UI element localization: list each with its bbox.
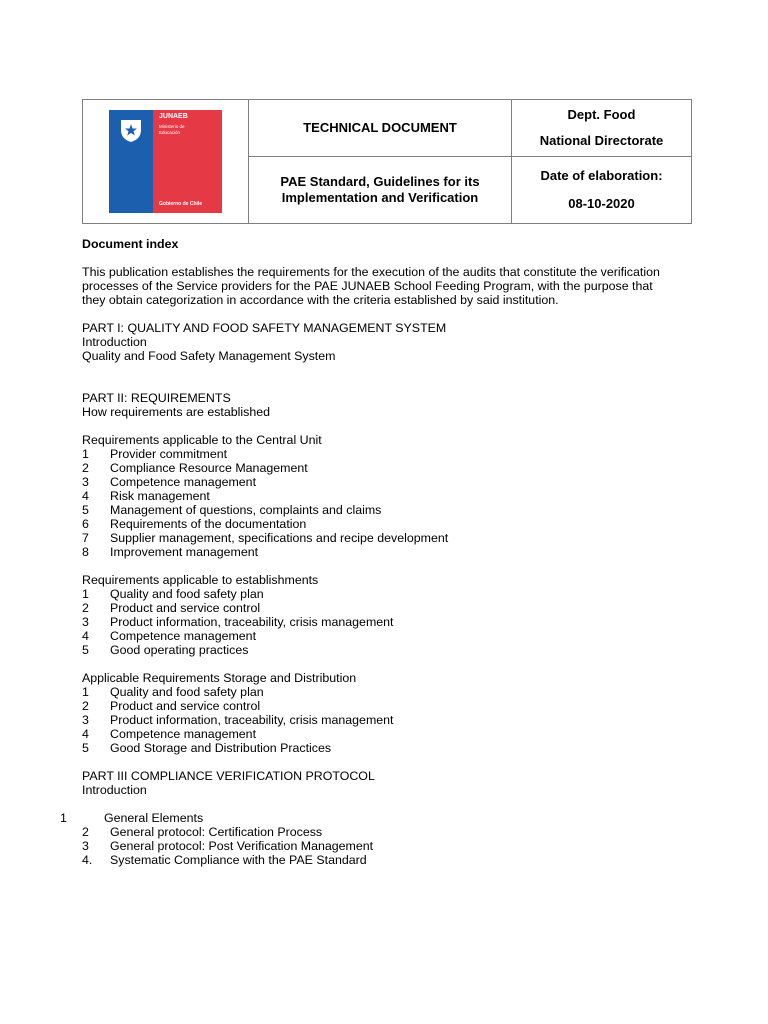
- intro-line-2: processes of the Service providers for the PAE JUNAEB School Feeding Program, with the purpose that: [82, 279, 653, 293]
- list-item: 3 Product information, traceability, crisis management: [82, 713, 394, 727]
- part2-title: PART II: REQUIREMENTS: [82, 391, 231, 405]
- department-cell: [512, 100, 692, 157]
- list-item: 2 Compliance Resource Management: [82, 461, 308, 475]
- list-item: 2 General protocol: Certification Process: [82, 825, 323, 839]
- storage-heading: Applicable Requirements Storage and Distribution: [82, 671, 357, 685]
- logo-ministry-text: Ministerio de Educación: [159, 124, 185, 135]
- part1-title: PART I: QUALITY AND FOOD SAFETY MANAGEMENT SYSTEM: [82, 321, 447, 335]
- list-item: 3 Product information, traceability, crisis management: [82, 615, 394, 629]
- directorate-line: National Directorate: [539, 133, 664, 148]
- department-line: Dept. Food: [567, 107, 636, 122]
- date-label: Date of elaboration:: [540, 168, 663, 183]
- logo-red-band: [153, 110, 222, 213]
- list-item: 1 Quality and food safety plan: [82, 685, 264, 699]
- list-item: 2 Product and service control: [82, 699, 261, 713]
- junaeb-logo: [109, 110, 222, 213]
- list-item: 7 Supplier management, specifications and recipe development: [82, 531, 449, 545]
- list-item: 5 Management of questions, complaints and claims: [82, 503, 382, 517]
- logo-government-text: Gobierno de Chile: [159, 201, 203, 207]
- part2-subtitle: How requirements are established: [82, 405, 271, 419]
- date-value: 08-10-2020: [568, 196, 635, 211]
- part3-intro: Introduction: [82, 783, 147, 797]
- document-index-heading: Document index: [82, 237, 179, 251]
- list-item: 1 General Elements: [60, 811, 204, 825]
- part1-item: Introduction: [82, 335, 147, 349]
- logo-cell: [83, 100, 249, 224]
- date-cell: [512, 157, 692, 224]
- part3-title: PART III COMPLIANCE VERIFICATION PROTOCOL: [82, 769, 375, 783]
- list-item: 1 Provider commitment: [82, 447, 228, 461]
- part1-item: Quality and Food Safety Management System: [82, 349, 336, 363]
- central-unit-heading: Requirements applicable to the Central Unit: [82, 433, 322, 447]
- list-item: 8 Improvement management: [82, 545, 259, 559]
- list-item: 1 Quality and food safety plan: [82, 587, 264, 601]
- list-item: 4 Competence management: [82, 629, 257, 643]
- list-item: 4 Competence management: [82, 727, 257, 741]
- list-item: 5 Good operating practices: [82, 643, 249, 657]
- list-item: 2 Product and service control: [82, 601, 261, 615]
- document-subtitle: PAE Standard, Guidelines for its Implementation and Verification: [249, 157, 512, 224]
- logo-brand-text: JUNAEB: [159, 113, 188, 120]
- establishments-heading: Requirements applicable to establishments: [82, 573, 319, 587]
- list-item: 4. Systematic Compliance with the PAE Standard: [82, 853, 367, 867]
- intro-line-3: they obtain categorization in accordance with the criteria established by said institution.: [82, 293, 559, 307]
- document-type-title: TECHNICAL DOCUMENT: [249, 100, 512, 157]
- list-item: 4 Risk management: [82, 489, 210, 503]
- coat-of-arms-icon: [117, 116, 145, 144]
- list-item: 5 Good Storage and Distribution Practices: [82, 741, 332, 755]
- list-item: 3 General protocol: Post Verification Management: [82, 839, 374, 853]
- intro-line-1: This publication establishes the requirements for the execution of the audits that constitute the verification: [82, 265, 660, 279]
- document-header-table: [82, 99, 692, 224]
- list-item: 3 Competence management: [82, 475, 257, 489]
- list-item: 6 Requirements of the documentation: [82, 517, 307, 531]
